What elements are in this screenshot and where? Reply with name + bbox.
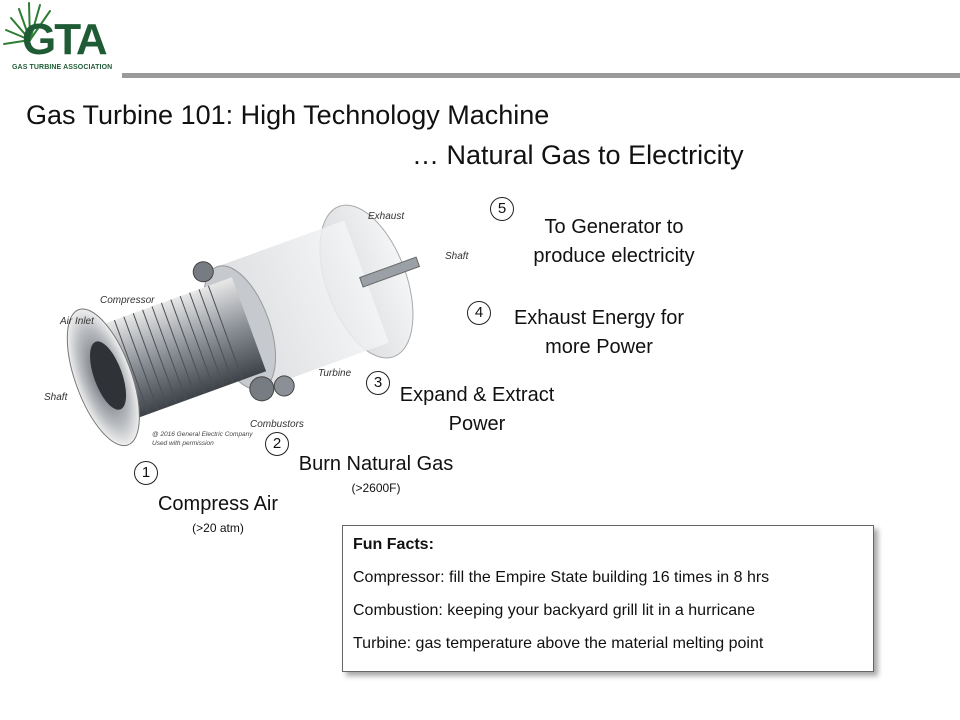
step-1-note: (>20 atm): [192, 521, 244, 535]
label-exhaust: Exhaust: [368, 211, 405, 222]
step-2-text: Burn Natural Gas: [298, 453, 454, 475]
step-5-text: To Generator to produce electricity: [533, 216, 695, 267]
fact-turbine: Turbine: gas temperature above the material melting point: [353, 635, 764, 652]
fact-compressor: Compressor: fill the Empire State building 16 times in 8 hrs: [353, 569, 770, 586]
gta-logo: [0, 0, 122, 78]
step-3-text: Expand & Extract Power: [399, 384, 555, 435]
step-3-number: 3: [366, 371, 390, 395]
label-turbine: Turbine: [318, 368, 352, 379]
logo-letters: GTA: [22, 15, 106, 64]
logo-subtitle: GAS TURBINE ASSOCIATION: [12, 64, 113, 71]
step-5-number: 5: [490, 197, 514, 221]
header-rule: [122, 73, 960, 78]
step-1-number: 1: [134, 461, 158, 485]
fun-facts-title: Fun Facts:: [353, 536, 434, 553]
label-combustors: Combustors: [250, 419, 304, 430]
page-title: Gas Turbine 101: High Technology Machine: [26, 100, 550, 130]
label-compressor: Compressor: [100, 295, 155, 306]
label-shaft-right: Shaft: [445, 251, 469, 262]
fun-facts-box: [342, 525, 874, 672]
page-subtitle: … Natural Gas to Electricity: [412, 140, 744, 170]
copyright-notice: @ 2016 General Electric Company Used with permission: [152, 431, 253, 447]
step-2-note: (>2600F): [351, 481, 401, 495]
label-air-inlet: Air Inlet: [60, 316, 94, 327]
step-1-text: Compress Air: [157, 493, 279, 515]
step-4-text: Exhaust Energy for more Power: [513, 307, 685, 358]
label-shaft-left: Shaft: [44, 392, 68, 403]
step-2-number: 2: [265, 432, 289, 456]
fact-combustion: Combustion: keeping your backyard grill lit in a hurricane: [353, 602, 755, 619]
step-4-number: 4: [467, 301, 491, 325]
